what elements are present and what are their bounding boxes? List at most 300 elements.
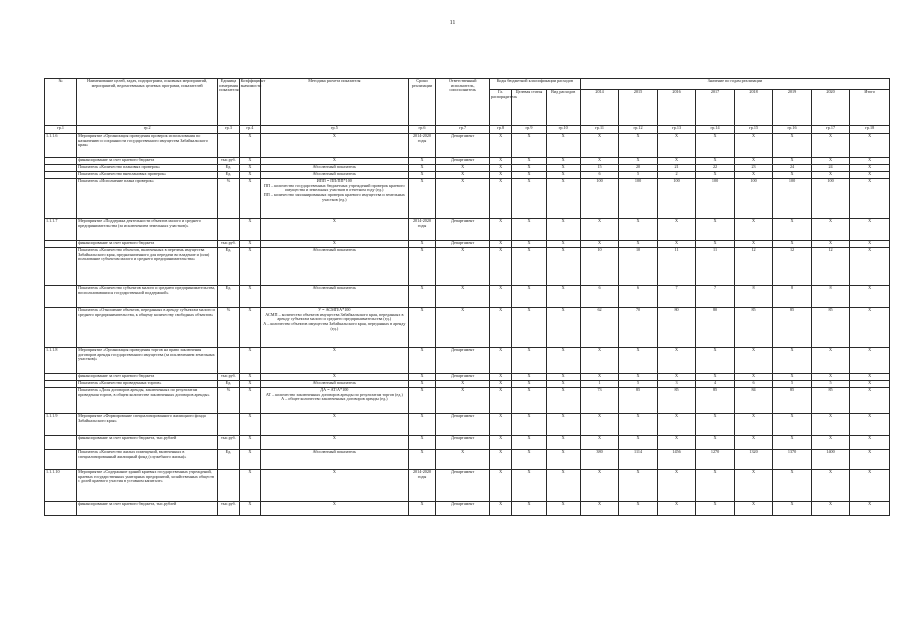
col-number: гр.11 bbox=[580, 126, 619, 134]
cell-coef: X bbox=[239, 179, 260, 219]
cell-term: X bbox=[408, 179, 436, 219]
cell-value: X bbox=[657, 158, 696, 165]
cell-value: X bbox=[512, 165, 546, 172]
table-row bbox=[45, 308, 890, 348]
cell-method: Абсолютный показатель bbox=[261, 286, 409, 308]
cell-coef: X bbox=[239, 308, 260, 348]
cell-value: X bbox=[734, 158, 773, 165]
col-number: гр.2 bbox=[77, 126, 218, 134]
cell-term: 2014-2020 годы bbox=[408, 134, 436, 158]
cell-value: 6 bbox=[580, 286, 619, 308]
cell-coef: X bbox=[239, 348, 260, 374]
cell-no bbox=[45, 172, 77, 179]
header-coef: Коэффициент значимости bbox=[239, 79, 260, 126]
cell-term: X bbox=[408, 388, 436, 414]
cell-method: Абсолютный показатель bbox=[261, 172, 409, 179]
cell-unit: % bbox=[218, 388, 239, 414]
cell-value: X bbox=[546, 165, 580, 172]
cell-method: Абсолютный показатель bbox=[261, 248, 409, 286]
table-body bbox=[45, 134, 890, 516]
cell-value: 6 bbox=[734, 381, 773, 388]
header-year-2018: 2018 bbox=[734, 90, 773, 126]
cell-resp: X bbox=[436, 172, 489, 179]
cell-value: X bbox=[580, 241, 619, 248]
cell-value: 380 bbox=[580, 450, 619, 470]
cell-method: X bbox=[261, 219, 409, 241]
cell-method: X bbox=[261, 436, 409, 450]
cell-name: финансирование за счет краевого бюджета bbox=[77, 374, 218, 381]
cell-value: 12 bbox=[773, 248, 812, 286]
cell-resp: X bbox=[436, 450, 489, 470]
cell-value: 85 bbox=[657, 388, 696, 414]
cell-value: 7 bbox=[657, 286, 696, 308]
col-number: гр.9 bbox=[512, 126, 546, 134]
cell-resp: Департамент bbox=[436, 374, 489, 381]
cell-value: X bbox=[734, 241, 773, 248]
cell-coef: X bbox=[239, 450, 260, 470]
cell-value: X bbox=[696, 374, 735, 381]
cell-no bbox=[45, 374, 77, 381]
table-row bbox=[45, 134, 890, 158]
cell-value: X bbox=[619, 348, 658, 374]
cell-value: 85 bbox=[773, 388, 812, 414]
header-year-2020: 2020 bbox=[811, 90, 850, 126]
cell-unit: тыс.руб. bbox=[218, 502, 239, 516]
cell-unit: Ед. bbox=[218, 381, 239, 388]
page-number: 11 bbox=[449, 20, 456, 26]
header-name: Наименование целей, задач, подпрограмм, основных мероприятий, мероприятий, ведомственных целевых программ, показателей bbox=[77, 79, 218, 126]
cell-value: 12 bbox=[734, 248, 773, 286]
cell-value: X bbox=[546, 172, 580, 179]
cell-value: X bbox=[696, 436, 735, 450]
cell-value: X bbox=[811, 134, 850, 158]
cell-value: X bbox=[546, 450, 580, 470]
cell-no bbox=[45, 158, 77, 165]
cell-value: X bbox=[773, 219, 812, 241]
cell-value: 100 bbox=[696, 179, 735, 219]
cell-name: Показатель «Количество объектов, включенных в перечень имущества Забайкальского края, предназначенного для передачи во владение и (или) пользование субъектам малого и среднего предпринимательства» bbox=[77, 248, 218, 286]
cell-method: У = АСМП/А*100 АСМП – количество объектов имущества Забайкальского края, переданных в аренду субъектам малого и среднего предпринимательства (ед.) А – количество объектов имущества Забайкальского края, переданных в аренду (ед.) bbox=[261, 308, 409, 348]
cell-method: X bbox=[261, 470, 409, 502]
cell-coef: X bbox=[239, 414, 260, 436]
cell-value: X bbox=[489, 414, 511, 436]
cell-value: X bbox=[546, 388, 580, 414]
header-total: Итого bbox=[850, 90, 890, 126]
cell-value: X bbox=[657, 241, 696, 248]
cell-value: X bbox=[580, 219, 619, 241]
cell-coef: X bbox=[239, 381, 260, 388]
cell-value: X bbox=[512, 172, 546, 179]
table-row bbox=[45, 248, 890, 286]
cell-resp: Департамент bbox=[436, 219, 489, 241]
cell-coef: X bbox=[239, 134, 260, 158]
cell-value: X bbox=[619, 134, 658, 158]
cell-name: Показатель «Исполнение плана проверок» bbox=[77, 179, 218, 219]
cell-value: X bbox=[657, 348, 696, 374]
cell-value: X bbox=[811, 348, 850, 374]
cell-value: X bbox=[489, 308, 511, 348]
header-term: Сроки реализации bbox=[408, 79, 436, 126]
cell-unit: тыс.руб. bbox=[218, 436, 239, 450]
header-budget: Коды бюджетной классификации расходов bbox=[489, 79, 580, 90]
cell-resp: X bbox=[436, 286, 489, 308]
table-row bbox=[45, 158, 890, 165]
cell-value: X bbox=[546, 286, 580, 308]
cell-method: Абсолютный показатель bbox=[261, 381, 409, 388]
cell-value: X bbox=[850, 414, 890, 436]
cell-value: X bbox=[512, 414, 546, 436]
cell-value: X bbox=[696, 134, 735, 158]
cell-value: X bbox=[850, 348, 890, 374]
cell-term: X bbox=[408, 165, 436, 172]
cell-value: 4 bbox=[696, 381, 735, 388]
cell-value: X bbox=[811, 172, 850, 179]
cell-value: X bbox=[734, 414, 773, 436]
cell-value: 85 bbox=[773, 308, 812, 348]
cell-no bbox=[45, 450, 77, 470]
cell-unit: Ед. bbox=[218, 286, 239, 308]
cell-value: X bbox=[811, 414, 850, 436]
cell-name: Показатель «Количество внеплановых проверок» bbox=[77, 172, 218, 179]
cell-value: X bbox=[512, 388, 546, 414]
cell-coef: X bbox=[239, 388, 260, 414]
cell-coef: X bbox=[239, 436, 260, 450]
cell-unit: Ед. bbox=[218, 165, 239, 172]
cell-name: Показатель «Количество жилых помещений, включенных в специализированный жилищный фонд (служебного жилья)» bbox=[77, 450, 218, 470]
cell-name: Мероприятие «Организация проведения проверок использования по назначению и сохранности государственного имущества Забайкальского края» bbox=[77, 134, 218, 158]
cell-value: X bbox=[696, 348, 735, 374]
cell-name: Мероприятие «Содержание зданий краевых государственных учреждений, краевых государственных унитарных предприятий, хозяйственных обществ с долей краевого участия в уставном капитале» bbox=[77, 470, 218, 502]
cell-value: 7 bbox=[696, 286, 735, 308]
cell-unit bbox=[218, 219, 239, 241]
cell-value: X bbox=[696, 172, 735, 179]
cell-term: X bbox=[408, 308, 436, 348]
cell-value: X bbox=[850, 165, 890, 172]
cell-value: X bbox=[850, 450, 890, 470]
cell-value: X bbox=[696, 219, 735, 241]
cell-no bbox=[45, 388, 77, 414]
cell-term: X bbox=[408, 286, 436, 308]
cell-value: 24 bbox=[773, 165, 812, 172]
cell-value: X bbox=[734, 436, 773, 450]
cell-value: X bbox=[512, 219, 546, 241]
cell-value: X bbox=[850, 502, 890, 516]
cell-resp: X bbox=[436, 381, 489, 388]
cell-value: X bbox=[850, 381, 890, 388]
cell-resp: Департамент bbox=[436, 348, 489, 374]
cell-value: X bbox=[734, 470, 773, 502]
cell-value: X bbox=[512, 134, 546, 158]
cell-value: 8 bbox=[773, 286, 812, 308]
cell-value: 80 bbox=[696, 308, 735, 348]
cell-value: X bbox=[489, 470, 511, 502]
cell-value: X bbox=[850, 248, 890, 286]
table-row bbox=[45, 286, 890, 308]
cell-no bbox=[45, 248, 77, 286]
cell-value: 85 bbox=[619, 388, 658, 414]
cell-value: 70 bbox=[619, 308, 658, 348]
cell-value: X bbox=[773, 502, 812, 516]
cell-value: X bbox=[546, 470, 580, 502]
cell-value: X bbox=[580, 348, 619, 374]
cell-value: X bbox=[512, 381, 546, 388]
header-year-2015: 2015 bbox=[619, 90, 658, 126]
cell-coef: X bbox=[239, 248, 260, 286]
cell-value: X bbox=[850, 286, 890, 308]
cell-name: Показатель «Количество проведенных торгов» bbox=[77, 381, 218, 388]
table-header bbox=[45, 79, 890, 126]
cell-value: X bbox=[773, 374, 812, 381]
cell-value: X bbox=[489, 172, 511, 179]
cell-value: X bbox=[850, 179, 890, 219]
cell-value: 5 bbox=[773, 381, 812, 388]
cell-value: 1400 bbox=[811, 450, 850, 470]
cell-method: X bbox=[261, 158, 409, 165]
cell-name: Показатель «Количество субъектов малого и среднего предпринимательства, воспользовавшихся государственной поддержкой» bbox=[77, 286, 218, 308]
cell-unit: Ед. bbox=[218, 450, 239, 470]
cell-value: 1456 bbox=[657, 450, 696, 470]
cell-value: X bbox=[657, 374, 696, 381]
cell-term: X bbox=[408, 348, 436, 374]
cell-value: 1114 bbox=[619, 450, 658, 470]
cell-value: X bbox=[850, 388, 890, 414]
cell-value: X bbox=[489, 241, 511, 248]
cell-value: 5 bbox=[619, 381, 658, 388]
cell-value: X bbox=[489, 374, 511, 381]
cell-value: 85 bbox=[811, 388, 850, 414]
cell-unit bbox=[218, 348, 239, 374]
cell-no: 1.1.1.7 bbox=[45, 219, 77, 241]
table-row bbox=[45, 388, 890, 414]
cell-name: Показатель «Отношение объектов, переданных в аренду субъектам малого и среднего предпринимательства, к общему количеству свободных объектов» bbox=[77, 308, 218, 348]
cell-name: финансирование за счет краевого бюджета, тыс.рублей bbox=[77, 502, 218, 516]
cell-coef: X bbox=[239, 158, 260, 165]
cell-value: X bbox=[512, 374, 546, 381]
cell-name: финансирование за счет краевого бюджета bbox=[77, 241, 218, 248]
cell-value: X bbox=[734, 374, 773, 381]
cell-value: X bbox=[489, 158, 511, 165]
cell-value: X bbox=[489, 219, 511, 241]
cell-value: 11 bbox=[657, 248, 696, 286]
cell-value: 23 bbox=[734, 165, 773, 172]
cell-value: X bbox=[850, 470, 890, 502]
cell-no bbox=[45, 241, 77, 248]
cell-value: X bbox=[773, 436, 812, 450]
cell-value: X bbox=[696, 414, 735, 436]
cell-resp: X bbox=[436, 388, 489, 414]
cell-method: X bbox=[261, 134, 409, 158]
cell-value: X bbox=[489, 348, 511, 374]
cell-value: 100 bbox=[734, 179, 773, 219]
cell-term: X bbox=[408, 158, 436, 165]
cell-value: X bbox=[546, 348, 580, 374]
header-year-2019: 2019 bbox=[773, 90, 812, 126]
cell-value: X bbox=[546, 134, 580, 158]
cell-no bbox=[45, 286, 77, 308]
cell-name: Показатель «Количество плановых проверок» bbox=[77, 165, 218, 172]
cell-value: 100 bbox=[657, 179, 696, 219]
header-resp: Ответственный исполнитель, соисполнитель bbox=[436, 79, 489, 126]
cell-coef: X bbox=[239, 502, 260, 516]
cell-unit: Ед. bbox=[218, 248, 239, 286]
table-row bbox=[45, 165, 890, 172]
cell-value: 85 bbox=[696, 388, 735, 414]
cell-unit: тыс.руб. bbox=[218, 241, 239, 248]
cell-term: X bbox=[408, 450, 436, 470]
cell-unit: тыс.руб. bbox=[218, 158, 239, 165]
cell-method: ДА = АТ/А*100 АТ – количество заключенных договоров аренды по результатам торгов (ед.) А – общее количество заключенных договоров аренды (ед.) bbox=[261, 388, 409, 414]
cell-value: X bbox=[696, 502, 735, 516]
header-budget-type: Вид расходов bbox=[546, 90, 580, 126]
cell-value: 80 bbox=[657, 308, 696, 348]
cell-value: 1 bbox=[580, 381, 619, 388]
header-year-2016: 2016 bbox=[657, 90, 696, 126]
cell-resp: Департамент bbox=[436, 502, 489, 516]
cell-value: X bbox=[546, 248, 580, 286]
header-year-2017: 2017 bbox=[696, 90, 735, 126]
cell-value: X bbox=[773, 158, 812, 165]
cell-value: X bbox=[580, 414, 619, 436]
col-number: гр.7 bbox=[436, 126, 489, 134]
cell-value: X bbox=[850, 241, 890, 248]
cell-value: 100 bbox=[619, 179, 658, 219]
cell-value: 5 bbox=[811, 381, 850, 388]
cell-method: X bbox=[261, 502, 409, 516]
cell-value: X bbox=[489, 436, 511, 450]
cell-value: X bbox=[489, 450, 511, 470]
cell-value: X bbox=[512, 470, 546, 502]
cell-value: X bbox=[696, 158, 735, 165]
table-row bbox=[45, 436, 890, 450]
cell-value: X bbox=[580, 502, 619, 516]
cell-value: X bbox=[773, 348, 812, 374]
cell-value: 12 bbox=[811, 248, 850, 286]
cell-unit: % bbox=[218, 308, 239, 348]
header-years: Значение по годам реализации bbox=[580, 79, 889, 90]
cell-term: 2014-2020 годы bbox=[408, 219, 436, 241]
cell-coef: X bbox=[239, 374, 260, 381]
cell-resp: X bbox=[436, 308, 489, 348]
cell-value: X bbox=[850, 172, 890, 179]
cell-value: X bbox=[489, 286, 511, 308]
cell-value: X bbox=[619, 219, 658, 241]
cell-value: 11 bbox=[696, 248, 735, 286]
cell-name: финансирование за счет краевого бюджета, тыс.рублей bbox=[77, 436, 218, 450]
cell-value: 20 bbox=[619, 165, 658, 172]
cell-value: X bbox=[489, 179, 511, 219]
cell-no: 1.1.1.9 bbox=[45, 414, 77, 436]
cell-coef: X bbox=[239, 241, 260, 248]
cell-value: X bbox=[619, 470, 658, 502]
cell-value: X bbox=[657, 219, 696, 241]
cell-value: X bbox=[546, 381, 580, 388]
cell-value: 100 bbox=[580, 179, 619, 219]
cell-value: 85 bbox=[811, 308, 850, 348]
cell-no bbox=[45, 436, 77, 450]
cell-value: X bbox=[850, 134, 890, 158]
cell-value: 10 bbox=[580, 248, 619, 286]
cell-value: X bbox=[489, 381, 511, 388]
col-number: гр.8 bbox=[489, 126, 511, 134]
cell-no bbox=[45, 165, 77, 172]
cell-value: 2 bbox=[657, 172, 696, 179]
cell-value: X bbox=[512, 502, 546, 516]
cell-coef: X bbox=[239, 219, 260, 241]
cell-value: X bbox=[580, 374, 619, 381]
cell-value: X bbox=[657, 470, 696, 502]
cell-value: 1370 bbox=[773, 450, 812, 470]
cell-term: X bbox=[408, 381, 436, 388]
cell-value: X bbox=[811, 219, 850, 241]
cell-value: 10 bbox=[619, 248, 658, 286]
cell-value: X bbox=[546, 308, 580, 348]
cell-value: 62 bbox=[580, 308, 619, 348]
cell-no: 1.1.1.8 bbox=[45, 348, 77, 374]
cell-value: X bbox=[850, 219, 890, 241]
cell-value: X bbox=[657, 436, 696, 450]
table-row bbox=[45, 470, 890, 502]
cell-value: X bbox=[580, 436, 619, 450]
cell-coef: X bbox=[239, 470, 260, 502]
cell-value: X bbox=[546, 158, 580, 165]
cell-no bbox=[45, 308, 77, 348]
cell-value: X bbox=[657, 502, 696, 516]
cell-unit: % bbox=[218, 179, 239, 219]
cell-value: X bbox=[512, 248, 546, 286]
cell-value: X bbox=[619, 502, 658, 516]
cell-term: X bbox=[408, 374, 436, 381]
cell-value: X bbox=[811, 436, 850, 450]
cell-resp: Департамент bbox=[436, 241, 489, 248]
table-row bbox=[45, 172, 890, 179]
col-number: гр.6 bbox=[408, 126, 436, 134]
cell-unit: тыс.руб. bbox=[218, 374, 239, 381]
cell-resp: X bbox=[436, 248, 489, 286]
cell-no: 1.1.1.10 bbox=[45, 470, 77, 502]
cell-value: X bbox=[619, 374, 658, 381]
cell-value: 84 bbox=[734, 388, 773, 414]
cell-term: X bbox=[408, 172, 436, 179]
cell-unit bbox=[218, 134, 239, 158]
cell-value: 85 bbox=[734, 308, 773, 348]
cell-value: X bbox=[580, 158, 619, 165]
cell-no bbox=[45, 179, 77, 219]
cell-value: X bbox=[696, 470, 735, 502]
cell-value: 8 bbox=[734, 286, 773, 308]
cell-term: X bbox=[408, 502, 436, 516]
cell-value: X bbox=[850, 308, 890, 348]
cell-value: X bbox=[619, 414, 658, 436]
cell-value: X bbox=[773, 414, 812, 436]
cell-resp: Департамент bbox=[436, 414, 489, 436]
col-number: гр.1 bbox=[45, 126, 77, 134]
cell-no bbox=[45, 502, 77, 516]
cell-no bbox=[45, 381, 77, 388]
col-number: гр.15 bbox=[734, 126, 773, 134]
cell-value: X bbox=[734, 172, 773, 179]
cell-value: X bbox=[489, 248, 511, 286]
cell-value: X bbox=[773, 172, 812, 179]
cell-method: X bbox=[261, 241, 409, 248]
cell-value: X bbox=[811, 502, 850, 516]
header-method: Методика расчета показателя bbox=[261, 79, 409, 126]
cell-value: X bbox=[512, 450, 546, 470]
cell-method: X bbox=[261, 348, 409, 374]
cell-name: финансирование за счет краевого бюджета bbox=[77, 158, 218, 165]
table-row bbox=[45, 348, 890, 374]
cell-term: 2014-2020 годы bbox=[408, 470, 436, 502]
cell-value: 22 bbox=[696, 165, 735, 172]
